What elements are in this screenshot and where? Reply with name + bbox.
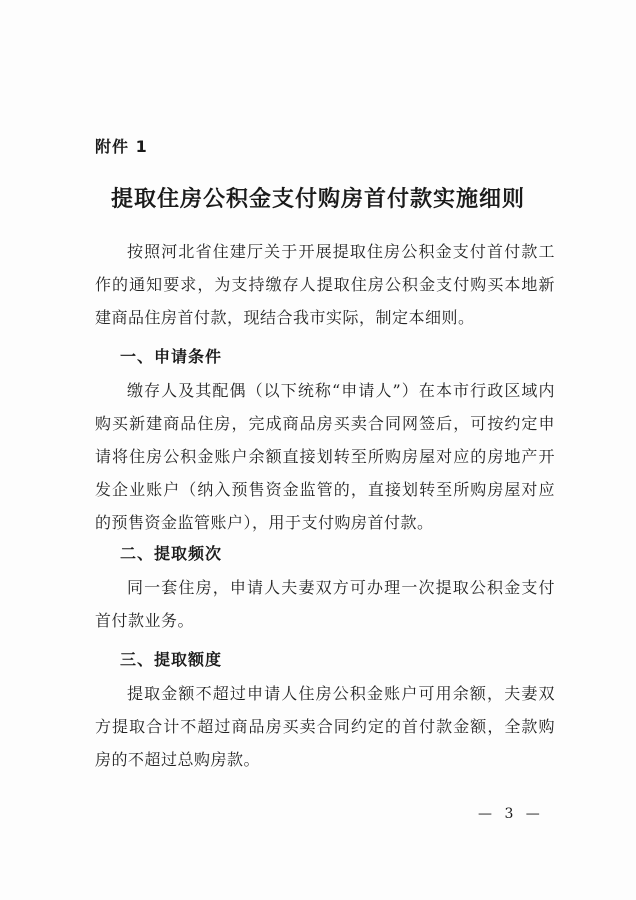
section-heading-frequency: 二、提取频次 <box>120 544 223 563</box>
section-body-frequency: 同一套住房，申请人夫妻双方可办理一次提取公积金支付首付款业务。 <box>95 578 555 630</box>
section-heading-conditions: 一、申请条件 <box>120 347 223 366</box>
section-body-conditions: 缴存人及其配偶（以下统称“申请人”）在本市行政区域内购买新建商品住房，完成商品房买卖合同网签后，可按约定申请将住房公积金账户余额直接划转至所购房屋对应的房地产开发企业账户（纳入预售资金监管的，直接划转至所购房屋对应的预售资金监管账户），用于支付购房首付款。 <box>95 381 555 532</box>
intro-paragraph: 按照河北省住建厅关于开展提取住房公积金支付首付款工作的通知要求，为支持缴存人提取住房公积金支付购买本地新建商品住房首付款，现结合我市实际，制定本细则。 <box>95 242 555 327</box>
section-body-amount: 提取金额不超过申请人住房公积金账户可用余额，夫妻双方提取合计不超过商品房买卖合同约定的首付款金额，全款购房的不超过总购房款。 <box>95 684 555 769</box>
document-title: 提取住房公积金支付购房首付款实施细则 <box>110 186 525 212</box>
page-number: — 3 — <box>478 806 544 822</box>
attachment-label: 附件 1 <box>95 137 148 156</box>
section-heading-amount: 三、提取额度 <box>120 650 223 669</box>
